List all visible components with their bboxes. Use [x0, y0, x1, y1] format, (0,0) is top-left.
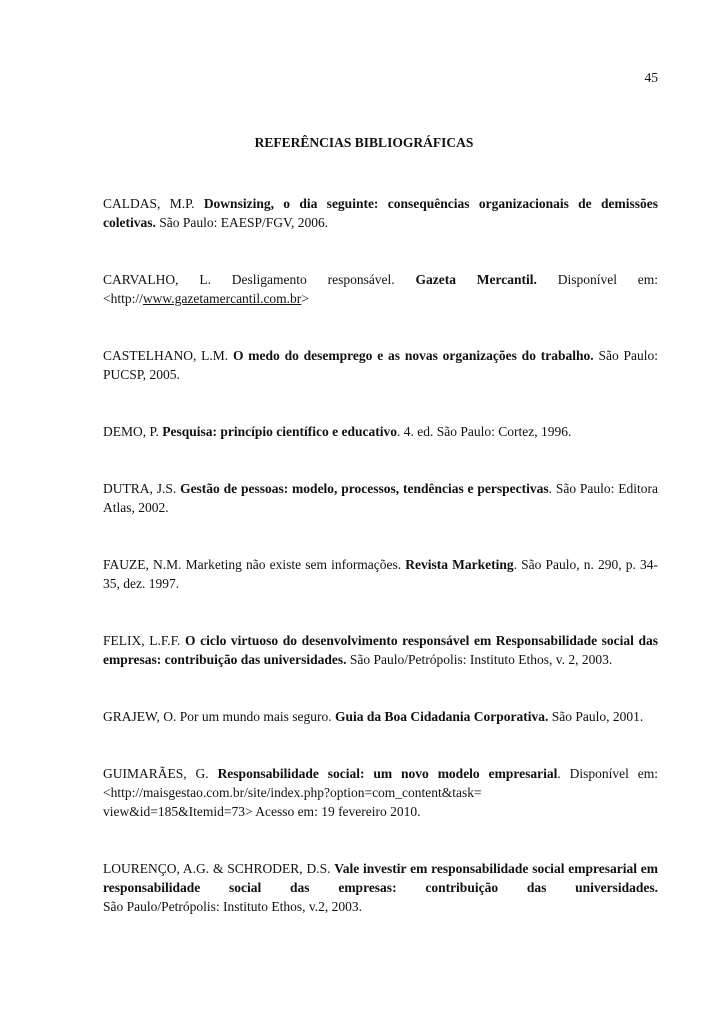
reference-author: DEMO, P. [103, 424, 163, 439]
reference-url-suffix: > [301, 291, 309, 306]
reference-author: GUIMARÃES, G. [103, 766, 218, 781]
reference-title: Responsabilidade social: um novo modelo empresarial [217, 766, 558, 781]
reference-publication: . São Paulo, n. 290, p. 34-35, dez. 1997. [103, 557, 659, 591]
reference-publication: São Paulo: PUCSP, 2005. [103, 348, 659, 382]
reference-author: CASTELHANO, L.M. [103, 348, 233, 363]
reference-caldas [103, 194, 658, 232]
reference-author-title: GRAJEW, O. Por um mundo mais seguro. [103, 709, 335, 724]
reference-journal: Guia da Boa Cidadania Corporativa. [335, 709, 549, 724]
references-list [103, 194, 658, 916]
reference-title: Pesquisa: princípio científico e educativo [162, 424, 397, 439]
reference-journal: Gazeta Mercantil. [415, 272, 537, 287]
reference-author: DUTRA, J.S. [103, 481, 181, 496]
reference-publication: São Paulo/Petrópolis: Instituto Ethos, v. 2, 2003. [346, 652, 613, 667]
reference-guimaraes [103, 764, 658, 821]
reference-publication: São Paulo: EAESP/FGV, 2006. [155, 215, 329, 230]
reference-title: Downsizing, o dia seguinte: consequências organizacionais de demissões coletivas. [103, 196, 658, 230]
reference-author-title: CARVALHO, L. Desligamento responsável. [103, 272, 416, 287]
reference-author-title: FAUZE, N.M. Marketing não existe sem informações. [103, 557, 406, 572]
reference-author: CALDAS, M.P. [103, 196, 204, 211]
reference-title: Gestão de pessoas: modelo, processos, tendências e perspectivas [180, 481, 549, 496]
reference-available: Disponível em: [536, 272, 658, 287]
reference-grajew [103, 707, 658, 726]
reference-felix [103, 631, 658, 669]
reference-publication: São Paulo/Petrópolis: Instituto Ethos, v.2, 2003. [103, 899, 363, 914]
page-title: REFERÊNCIAS BIBLIOGRÁFICAS [254, 135, 474, 150]
reference-publication: São Paulo, 2001. [548, 709, 644, 724]
reference-lourenco [103, 859, 658, 916]
reference-title: Vale investir em responsabilidade social empresarial em responsabilidade social das empresas: contribuição das universidades. [103, 861, 658, 895]
reference-publication: . 4. ed. São Paulo: Cortez, 1996. [397, 424, 572, 439]
reference-url-prefix: <http:// [103, 291, 143, 306]
reference-url-access: view&id=185&Itemid=73> Acesso em: 19 fevereiro 2010. [103, 804, 421, 819]
reference-title: O medo do desemprego e as novas organizações do trabalho. [233, 348, 594, 363]
reference-publication: . São Paulo: Editora Atlas, 2002. [103, 481, 658, 515]
reference-carvalho [103, 270, 658, 308]
reference-castelhano [103, 346, 658, 384]
reference-journal: Revista Marketing [405, 557, 514, 572]
reference-dutra [103, 479, 658, 517]
page-number: 45 [644, 70, 658, 85]
reference-url-line: <http://maisgestao.com.br/site/index.php?option=com_content&task= [103, 785, 482, 800]
reference-title: O ciclo virtuoso do desenvolvimento responsável em Responsabilidade social das empresas: contribuição das universidades. [103, 633, 658, 667]
reference-demo [103, 422, 658, 441]
reference-author: LOURENÇO, A.G. & SCHRODER, D.S. [103, 861, 335, 876]
reference-fauze [103, 555, 658, 593]
reference-url-link[interactable]: www.gazetamercantil.com.br [142, 291, 302, 306]
reference-available: . Disponível em: [557, 766, 658, 781]
reference-author: FELIX, L.F.F. [103, 633, 186, 648]
